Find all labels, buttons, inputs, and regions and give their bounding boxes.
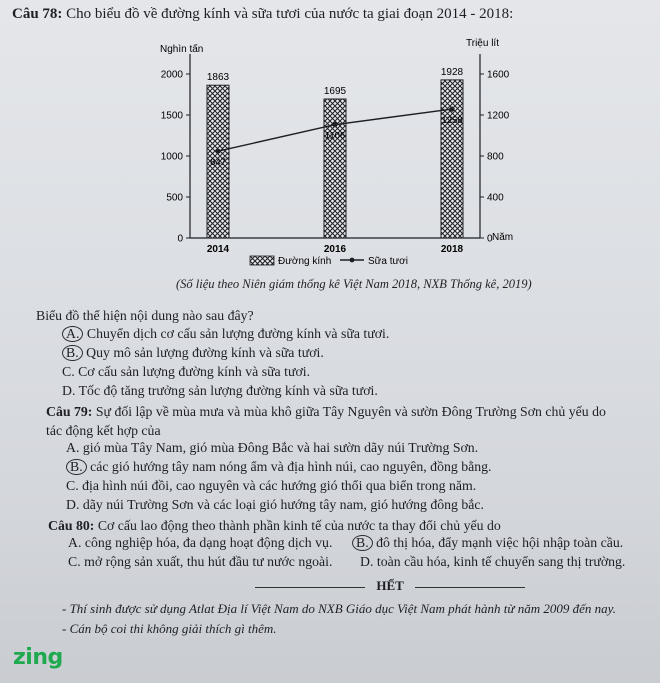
bar-label-2018: 1928 [440,66,464,78]
q78-option-d[interactable] [62,383,378,399]
q79-option-a-text: gió mùa Tây Nam, gió mùa Đông Bắc và hai sườn dãy núi Trường Sơn. [82,440,479,455]
q78-option-d-text: Tốc độ tăng trưởng sản lượng đường kính và sữa tươi. [78,383,378,398]
q79-option-b[interactable] [66,459,492,475]
left-tick-label: 500 [166,192,183,204]
milk-point-2014 [215,149,220,154]
q78-option-b-text: Quy mô sản lượng đường kính và sữa tươi. [86,345,324,360]
right-tick-label: 800 [487,151,504,163]
q78-option-b[interactable] [62,345,324,361]
q80-option-c-text: mở rộng sản xuất, thu hút đầu tư nước ngoài. [84,554,333,569]
left-tick-label: 1000 [160,151,183,163]
q79-option-d-text: dãy núi Trường Sơn và các loại gió hướng tây nam, gió hướng đông bắc. [82,497,484,512]
chart-source: (Số liệu theo Niên giám thống kê Việt Nam 2018, NXB Thống kê, 2019) [176,277,532,291]
q80-option-d-letter: D. [360,554,374,569]
milk-label-2018: 1258 [441,115,463,127]
q80-option-d[interactable] [360,554,625,570]
q80-option-d-text: toàn cầu hóa, kinh tế chuyển sang thị trường. [376,554,626,569]
legend-bar-swatch [250,256,274,265]
q80-option-b-letter: B. [352,535,373,551]
question-79 [46,402,646,440]
q78-option-a[interactable] [62,326,389,342]
question-79-text-line1: Sự đối lập về mùa mưa và mùa khô giữa Tây Nguyên và sườn Đông Trường Sơn chủ yếu do [95,404,606,419]
question-78-title [12,6,652,23]
question-80-text: Cơ cấu lao động theo thành phần kinh tế của nước ta thay đổi chủ yếu do [97,518,501,533]
q78-option-b-letter: B. [62,345,83,361]
q80-option-c[interactable] [68,554,332,570]
q78-option-c[interactable] [62,364,310,380]
question-78-number: Câu 78: [12,6,63,22]
note-proctor: - Cán bộ coi thi không giải thích gì thêm. [62,621,277,636]
question-79-text-line2: tác động kết hợp của [46,423,161,438]
bar-label-2014: 1863 [206,72,230,84]
bar-label-2016: 1695 [323,86,347,98]
question-79-number: Câu 79: [46,404,93,419]
x-axis-label: Năm [492,232,514,243]
chart-svg [150,36,530,276]
q78-option-c-letter: C. [62,364,75,379]
question-80-number: Câu 80: [48,518,95,533]
left-tick-label: 1500 [160,110,183,122]
question-78-text: Cho biểu đồ về đường kính và sữa tươi của nước ta giai đoạn 2014 - 2018: [66,6,514,22]
q79-option-a[interactable] [66,440,478,456]
left-axis-label: Nghìn tấn [160,44,204,55]
q78-option-a-letter: A. [62,326,83,342]
x-tick-label-2016: 2016 [323,244,347,255]
end-marker-text: HẾT [376,578,404,593]
q79-option-c-letter: C. [66,478,79,493]
milk-point-2016 [332,122,337,127]
q79-option-b-letter: B. [66,459,87,475]
q78-option-c-text: Cơ cấu sản lượng đường kính và sữa tươi. [78,364,311,379]
q78-option-d-letter: D. [62,383,76,398]
right-tick-label: 1600 [487,69,510,81]
note-atlat: - Thí sinh được sử dụng Atlat Địa lí Việt Nam do NXB Giáo dục Việt Nam phát hành từ năm 2009 đến nay. [62,601,616,616]
bar-2016 [324,99,346,238]
right-tick-label: 1200 [487,110,510,122]
sugar-milk-chart [150,36,530,276]
legend-bar-label: Đường kính [278,256,332,267]
q80-option-c-letter: C. [68,554,81,569]
legend-line-marker [350,258,355,263]
q80-option-b-text: đô thị hóa, đẩy mạnh việc hội nhập toàn cầu. [376,535,624,550]
zing-logo: zing [13,645,63,670]
milk-point-2018 [449,106,454,111]
q79-option-d-letter: D. [66,497,80,512]
q78-option-a-text: Chuyển dịch cơ cấu sản lượng đường kính và sữa tươi. [86,326,390,341]
end-marker [220,578,560,594]
milk-label-2016: 1106 [324,130,346,142]
x-tick-label-2018: 2018 [440,244,464,255]
q79-option-c-text: địa hình núi đồi, cao nguyên và các hướng gió thổi qua biển trong năm. [82,478,477,493]
q79-option-c[interactable] [66,478,476,494]
q79-option-a-letter: A. [66,440,80,455]
question-78-prompt: Biểu đồ thể hiện nội dung nào sau đây? [36,308,254,323]
q80-option-a-text: công nghiệp hóa, đa dạng hoạt động dịch vụ. [84,535,333,550]
q80-option-a-letter: A. [68,535,82,550]
right-tick-label: 400 [487,192,504,204]
question-80 [48,516,501,535]
legend-line-label: Sữa tươi [368,256,408,267]
q80-option-a[interactable] [68,535,332,551]
q79-option-d[interactable] [66,497,484,513]
q79-option-b-text: các gió hướng tây nam nóng ẩm và địa hình núi, cao nguyên, đồng bằng. [90,459,492,474]
left-tick-label: 2000 [160,69,183,81]
x-tick-label-2014: 2014 [206,244,230,255]
milk-label-2014: 847 [210,157,226,169]
right-tick-label: 0 [487,233,493,245]
bar-2018 [441,80,463,238]
right-axis-label: Triệu lít [466,38,499,49]
left-tick-label: 0 [177,233,183,245]
q80-option-b[interactable] [352,535,623,551]
